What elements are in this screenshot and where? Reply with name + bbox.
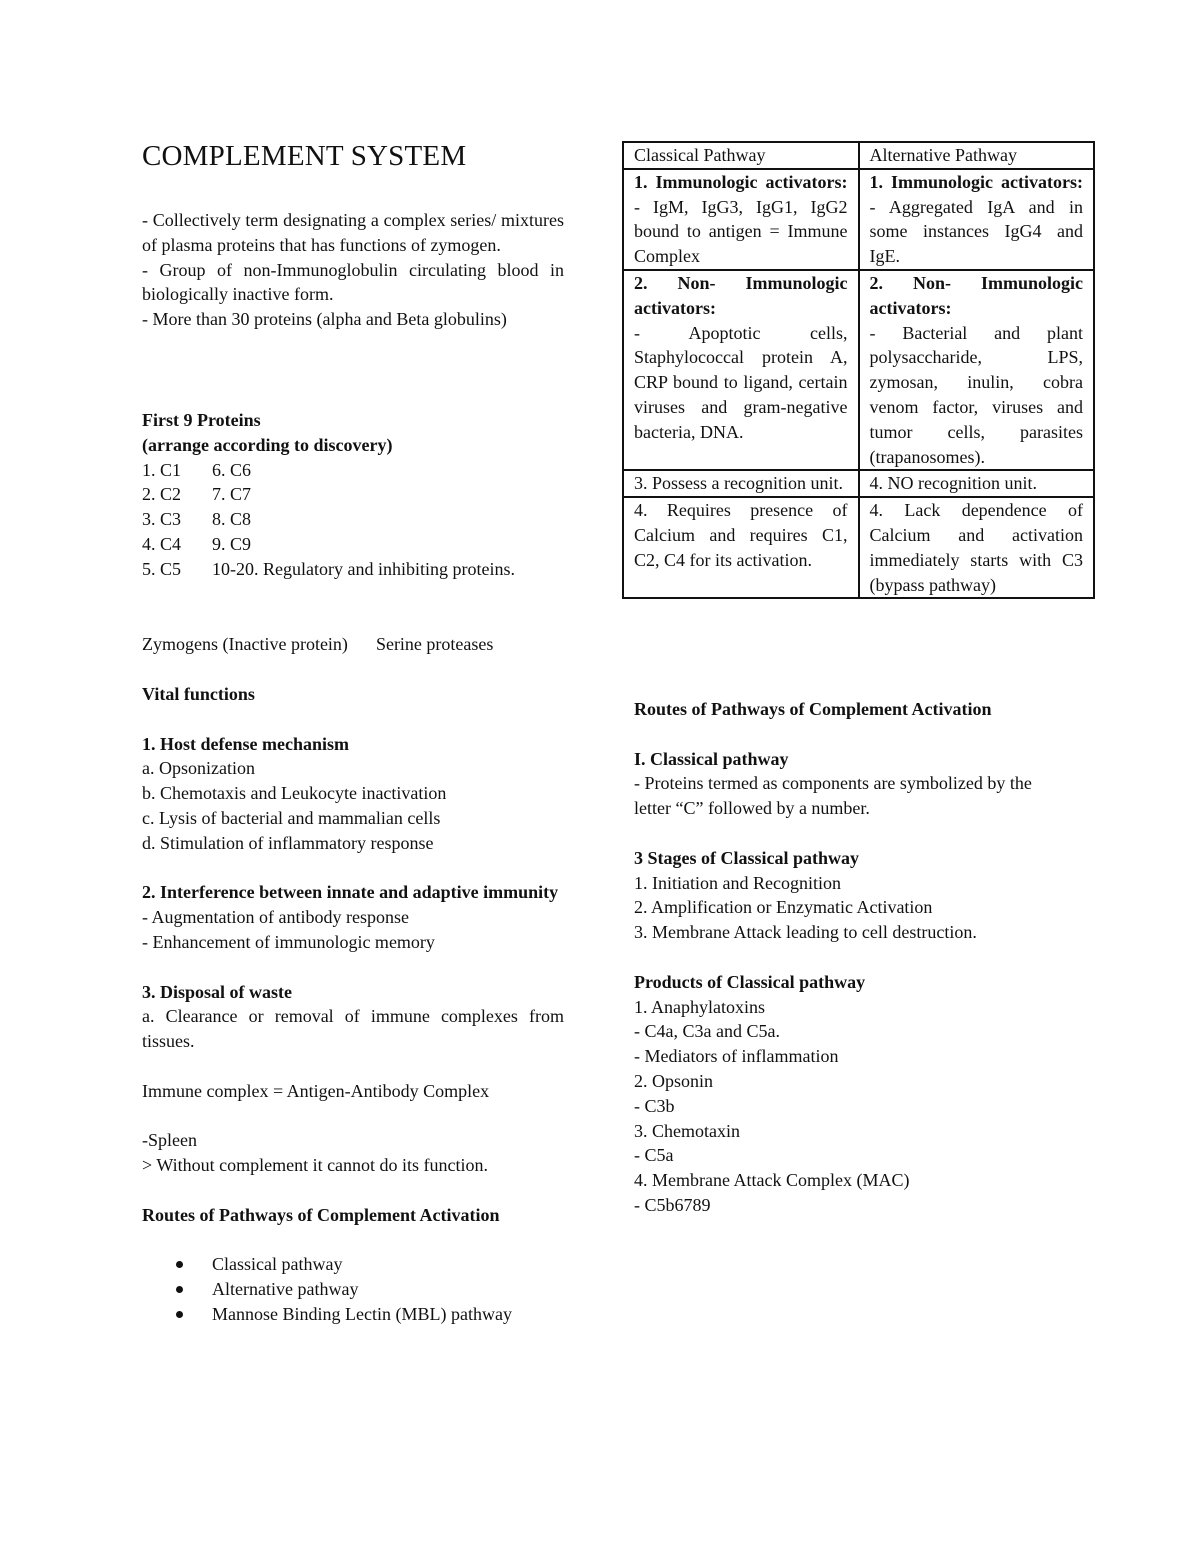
- route-item: Mannose Binding Lectin (MBL) pathway: [142, 1302, 564, 1327]
- product-item: - C3b: [634, 1095, 675, 1116]
- table-row: [623, 169, 1094, 270]
- protein-item: 7. C7: [212, 484, 252, 505]
- table-row: [623, 270, 1094, 470]
- cell-text: 4. NO recognition unit.: [869, 473, 1037, 494]
- protein-item: 1. C1: [142, 459, 182, 480]
- cell-text: 4. Requires presence of Calcium and requires C1, C2, C4 for its activation.: [634, 500, 848, 570]
- table-header-classical: Classical Pathway: [623, 142, 859, 169]
- cell-heading: 2. Non- Immunologic activators:: [869, 272, 1083, 318]
- protein-item: 8. C8: [212, 509, 252, 530]
- intro-line: - More than 30 proteins (alpha and Beta globulins): [142, 309, 507, 330]
- zymogens-label: Zymogens (Inactive protein): [142, 634, 348, 654]
- products-heading: Products of Classical pathway: [634, 971, 866, 992]
- cell-text: - Aggregated IgA and in some instances IgG4 and IgE.: [869, 196, 1083, 267]
- classical-pathway-heading: I. Classical pathway: [634, 748, 789, 769]
- function-1-item: c. Lysis of bacterial and mammalian cells: [142, 807, 441, 828]
- intro-line: - Group of non-Immunoglobulin circulating blood in biologically inactive form.: [142, 259, 564, 305]
- protein-item: 9. C9: [212, 533, 252, 554]
- cell-heading: 1. Immunologic activators:: [634, 171, 848, 192]
- product-item: 3. Chemotaxin: [634, 1120, 740, 1141]
- spleen-line: -Spleen: [142, 1130, 197, 1151]
- cell-text: - Apoptotic cells, Staphylococcal protein A, CRP bound to ligand, certain viruses and gram-negative bacteria, DNA.: [634, 322, 848, 442]
- table-cell: [859, 169, 1095, 270]
- route-item: Alternative pathway: [142, 1277, 564, 1302]
- function-2-item: - Augmentation of antibody response: [142, 907, 409, 928]
- first-9-subheading: (arrange according to discovery): [142, 434, 393, 455]
- protein-item: 6. C6: [212, 459, 252, 480]
- function-2-heading: 2. Interference between innate and adaptive immunity: [142, 882, 559, 903]
- stage-item: 2. Amplification or Enzymatic Activation: [634, 897, 933, 918]
- product-item: - C4a, C3a and C5a.: [634, 1021, 780, 1042]
- protein-item-regulatory: 10-20. Regulatory and inhibiting proteins.: [212, 558, 515, 579]
- first-9-heading: First 9 Proteins: [142, 410, 261, 430]
- vital-functions-heading: Vital functions: [142, 684, 255, 704]
- table-header-alternative: Alternative Pathway: [859, 142, 1095, 169]
- route-item: Classical pathway: [142, 1252, 564, 1277]
- cell-heading: 2. Non- Immunologic activators:: [634, 272, 848, 318]
- table-cell: [859, 270, 1095, 470]
- routes-list: [142, 1252, 564, 1326]
- product-item: - C5a: [634, 1145, 674, 1166]
- product-item: - C5b6789: [634, 1194, 711, 1215]
- classical-pathway-text: - Proteins termed as components are symbolized by the letter “C” followed by a number.: [634, 773, 1032, 819]
- protein-list: [142, 458, 564, 582]
- function-1-item: b. Chemotaxis and Leukocyte inactivation: [142, 783, 447, 804]
- function-1-item: a. Opsonization: [142, 758, 255, 779]
- protein-item: 2. C2: [142, 484, 182, 505]
- table-cell: [623, 470, 859, 497]
- table-cell: [623, 497, 859, 598]
- table-cell: [859, 470, 1095, 497]
- cell-text: - Bacterial and plant polysaccharide, LPS, zymosan, inulin, cobra venom factor, viruses and tumor cells, parasites (trapanosomes).: [869, 322, 1083, 467]
- protein-item: 5. C5: [142, 558, 182, 579]
- product-item: 4. Membrane Attack Complex (MAC): [634, 1170, 910, 1191]
- serine-proteases-label: Serine proteases: [375, 634, 494, 654]
- cell-text: 3. Possess a recognition unit.: [634, 473, 843, 494]
- protein-item: 4. C4: [142, 533, 182, 554]
- table-row: [623, 470, 1094, 497]
- stage-item: 3. Membrane Attack leading to cell destruction.: [634, 922, 977, 943]
- right-text-section: [634, 697, 1068, 1218]
- protein-item: 3. C3: [142, 509, 182, 530]
- first-9-proteins-section: [142, 408, 564, 582]
- product-item: - Mediators of inflammation: [634, 1046, 839, 1067]
- stages-heading: 3 Stages of Classical pathway: [634, 847, 860, 868]
- immune-complex-line: Immune complex = Antigen-Antibody Complex: [142, 1080, 490, 1101]
- table-cell: [623, 169, 859, 270]
- table-cell: [859, 497, 1095, 598]
- page-title: COMPLEMENT SYSTEM: [142, 140, 467, 172]
- function-3-heading: 3. Disposal of waste: [142, 981, 293, 1002]
- zymogens-line: [142, 632, 564, 657]
- product-item: 2. Opsonin: [634, 1070, 714, 1091]
- table-header-row: [623, 142, 1094, 169]
- cell-text: 4. Lack dependence of Calcium and activation immediately starts with C3 (bypass pathway): [869, 500, 1083, 595]
- routes-heading-right: Routes of Pathways of Complement Activation: [634, 699, 992, 719]
- spleen-note: > Without complement it cannot do its function.: [142, 1155, 489, 1176]
- stage-item: 1. Initiation and Recognition: [634, 872, 841, 893]
- function-1-heading: 1. Host defense mechanism: [142, 733, 349, 754]
- pathway-comparison-table: [622, 141, 1095, 599]
- cell-text: - IgM, IgG3, IgG1, IgG2 bound to antigen = Immune Complex: [634, 196, 848, 267]
- cell-heading: 1. Immunologic activators:: [869, 171, 1083, 192]
- product-item: 1. Anaphylatoxins: [634, 996, 765, 1017]
- function-3-item: a. Clearance or removal of immune complexes from tissues.: [142, 1006, 564, 1052]
- intro-definitions: [142, 208, 564, 332]
- vital-functions-section: [142, 682, 564, 1327]
- function-2-item: - Enhancement of immunologic memory: [142, 931, 435, 952]
- routes-heading-left: Routes of Pathways of Complement Activation: [142, 1204, 500, 1225]
- function-1-item: d. Stimulation of inflammatory response: [142, 832, 434, 853]
- table-row: [623, 497, 1094, 598]
- intro-line: - Collectively term designating a complex series/ mixtures of plasma proteins that has functions of zymogen.: [142, 210, 564, 255]
- table-cell: [623, 270, 859, 470]
